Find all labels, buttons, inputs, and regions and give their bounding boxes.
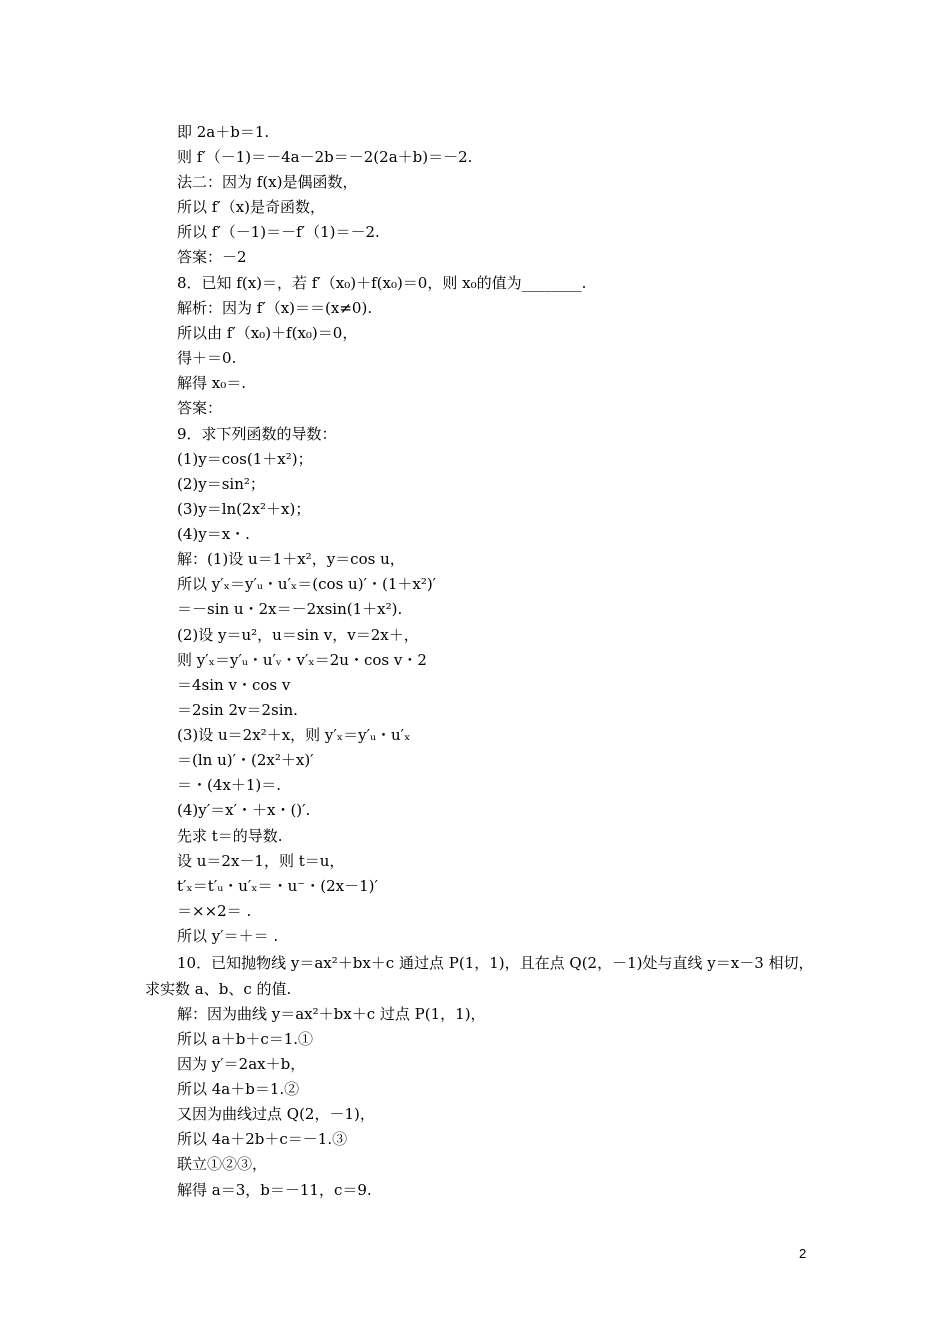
text-line: ＝××2＝ . xyxy=(177,902,252,920)
text-line: (2)设 y＝u²，u＝sin v，v＝2x＋， xyxy=(177,626,419,644)
text-line: 解得 a＝3，b＝－11，c＝9. xyxy=(177,1181,372,1199)
text-line: 解：(1)设 u＝1＋x²，y＝cos u， xyxy=(177,550,405,568)
text-line: 设 u＝2x－1，则 t＝u， xyxy=(177,852,345,870)
text-line: 法二：因为 f(x)是偶函数， xyxy=(177,173,358,191)
text-line: 解：因为曲线 y＝ax²＋bx＋c 过点 P(1，1)， xyxy=(177,1005,486,1023)
text-line: 所以 4a＋2b＋c＝－1.③ xyxy=(177,1130,348,1148)
text-line: ＝4sin v・cos v xyxy=(177,676,291,694)
text-line: 所以 y′ₓ＝y′ᵤ・u′ₓ＝(cos u)′・(1＋x²)′ xyxy=(177,575,437,593)
text-line: ＝・(4x＋1)＝. xyxy=(177,776,282,794)
text-line: (2)y＝sin²； xyxy=(177,475,265,493)
text-line: 先求 t＝的导数. xyxy=(177,827,283,845)
text-line: 答案： xyxy=(177,399,223,417)
text-line: 所以 a＋b＋c＝1.① xyxy=(177,1030,314,1048)
text-line: 解析：因为 f′（x)＝＝(x≠0). xyxy=(177,299,373,317)
text-line: ＝－sin u・2x＝－2xsin(1＋x²). xyxy=(177,600,403,618)
text-line: 所以 f′（－1)＝－f′（1)＝－2. xyxy=(177,223,380,241)
question-8: 8．已知 f(x)＝，若 f′（x₀)＋f(x₀)＝0，则 x₀的值为________. xyxy=(177,274,587,292)
text-line: (3)设 u＝2x²＋x，则 y′ₓ＝y′ᵤ・u′ₓ xyxy=(177,726,411,744)
text-line: 所以由 f′（x₀)＋f(x₀)＝0， xyxy=(177,324,358,342)
page-number: 2 xyxy=(799,1246,807,1261)
text-line: (1)y＝cos(1＋x²)； xyxy=(177,450,313,468)
text-line: 求实数 a、b、c 的值. xyxy=(145,980,292,998)
text-line: 又因为曲线过点 Q(2，－1)， xyxy=(177,1105,375,1123)
text-line: t′ₓ＝t′ᵤ・u′ₓ＝・u⁻・(2x－1)′ xyxy=(177,877,378,895)
text-line: 则 y′ₓ＝y′ᵤ・u′ᵥ・v′ₓ＝2u・cos v・2 xyxy=(177,651,427,669)
text-line: ＝(ln u)′・(2x²＋x)′ xyxy=(177,751,314,769)
text-line: 答案：－2 xyxy=(177,248,247,266)
text-line: (4)y＝x・. xyxy=(177,525,250,543)
text-line: 则 f′（－1)＝－4a－2b＝－2(2a＋b)＝－2. xyxy=(177,148,473,166)
question-9: 9．求下列函数的导数： xyxy=(177,425,337,443)
text-line: 解得 x₀＝. xyxy=(177,374,247,392)
text-line: 所以 4a＋b＝1.② xyxy=(177,1080,300,1098)
text-line: 得＋＝0. xyxy=(177,349,237,367)
text-line: (4)y′＝x′・＋x・()′. xyxy=(177,801,311,819)
text-line: 所以 f′（x)是奇函数， xyxy=(177,198,326,216)
text-line: 所以 y′＝＋＝ . xyxy=(177,927,279,945)
text-line: 即 2a＋b＝1. xyxy=(177,123,270,141)
text-line: ＝2sin 2v＝2sin. xyxy=(177,701,298,719)
text-line: 联立①②③， xyxy=(177,1155,268,1173)
text-line: (3)y＝ln(2x²＋x)； xyxy=(177,500,311,518)
text-line: 因为 y′＝2ax＋b， xyxy=(177,1055,306,1073)
question-10: 10．已知抛物线 y＝ax²＋bx＋c 通过点 P(1，1)，且在点 Q(2，－1)处与直线 y＝x－3 相切， xyxy=(177,954,814,972)
